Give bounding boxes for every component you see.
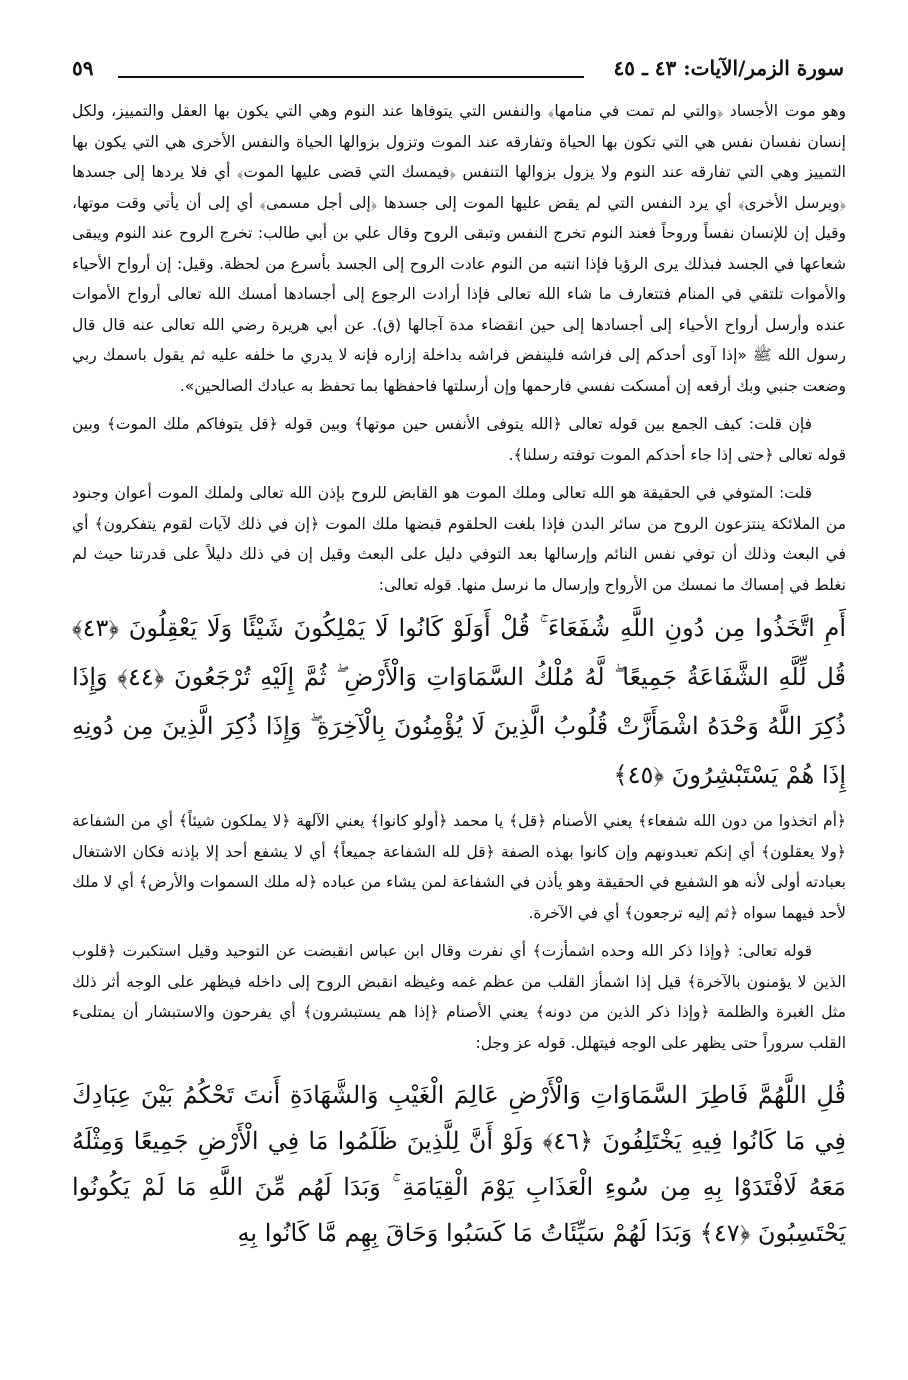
commentary-paragraph: قوله تعالى: ﴿وإذا ذكر الله وحده اشمأزت﴾ أي نفرت وقال ابن عباس انقبضت عن التوحيد وقيل استكبرت ﴿قلوب الذين لا يؤمنون بالآخرة﴾ قيل إذا اشمأز القلب من عظم غمه وغيظه انقبض الروح إلى داخله فيظهر على الوجه أثر ذلك مثل الغبرة والظلمة ﴿وإذا ذكر الذين من دونه﴾ يعني الأصنام ﴿إذا هم يستبشرون﴾ أي يفرحون والاستبشار أن يمتلىء القلب سروراً حتى يظهر على الوجه فيتهلل. قوله عز وجل: (72, 942, 846, 1052)
header-rule (118, 76, 584, 78)
commentary-paragraph: وهو موت الأجساد ﴿والتي لم تمت في منامها﴾ والنفس التي يتوفاها عند النوم وهي التي يكون بها العقل والتمييز، ولكل إنسان نفسان نفس هي التي تكون بها الحياة وتفارقه عند الموت وتزول بزوالها الحياة والنفس الأخرى هي التي يكون بها التمييز وهي التي تفارقه عند النوم ولا يزول بزوالها التنفس ﴿فيمسك التي قضى عليها الموت﴾ أي فلا يردها إلى جسدها ﴿ويرسل الأخرى﴾ أي يرد النفس التي لم يقض عليها الموت إلى جسدها ﴿إلى أجل مسمى﴾ أي إلى أن يأتي وقت موتها، وقيل إن للإنسان نفساً وروحاً فعند النوم تخرج النفس وتبقى الروح وقال علي بن أبي طالب: تخرج الروح عند النوم ويبقى شعاعها في الجسد فبذلك يرى الرؤيا فإذا انتبه من النوم عادت الروح إلى الجسد بأسرع من لحظة. وقيل: إن أرواح الأحياء والأموات تلتقي في المنام فتتعارف ما شاء الله تعالى فإذا أرادت الرجوع إلى أجسادها أمسك الله تعالى أرواح الأموات عنده وأرسل أرواح الأحياء إلى أجسادها إلى حين انقضاء مدة آجالها (ق). عن أبي هريرة رضي الله تعالى عنه قال قال رسول الله ﷺ «إذا آوى أحدكم إلى فراشه فلينفض فراشه بداخلة إزاره فإنه لا يدري ما خلفه عليه ثم يقول باسمك ربي وضعت جنبي وبك أرفعه إن أمسكت نفسي فارحمها وإن أرسلتها فاحفظها بما تحفظ به عبادك الصالحين». (72, 102, 846, 395)
commentary-paragraph: ﴿أم اتخذوا من دون الله شفعاء﴾ يعني الأصنام ﴿قل﴾ يا محمد ﴿أولو كانوا﴾ يعني الآلهة ﴿لا يملكون شيئاً﴾ أي من الشفاعة ﴿ولا يعقلون﴾ أي إنكم تعبدونهم وإن كانوا بهذه الصفة ﴿قل لله الشفاعة جميعاً﴾ أي لا يشفع أحد إلا بإذنه فكان الاشتغال بعبادته أولى لأنه هو الشفيع في الحقيقة وهو يأذن في الشفاعة لمن يشاء من عباده ﴿له ملك السموات والأرض﴾ أي لا ملك لأحد فيهما سواه ﴿ثم إليه ترجعون﴾ أي في الآخرة. (72, 812, 846, 922)
quran-verses-block: قُلِ اللَّهُمَّ فَاطِرَ السَّمَاوَاتِ وَالْأَرْضِ عَالِمَ الْغَيْبِ وَالشَّهَادَةِ أَنتَ تَحْكُمُ بَيْنَ عِبَادِكَ فِي مَا كَانُوا فِيهِ يَخْتَلِفُونَ ﴿٤٦﴾ وَلَوْ أَنَّ لِلَّذِينَ ظَلَمُوا مَا فِي الْأَرْضِ جَمِيعًا وَمِثْلَهُ مَعَهُ لَافْتَدَوْا بِهِ مِن سُوءِ الْعَذَابِ يَوْمَ الْقِيَامَةِ ۚ وَبَدَا لَهُم مِّنَ اللَّهِ مَا لَمْ يَكُونُوا يَحْتَسِبُونَ ﴿٤٧﴾ وَبَدَا لَهُمْ سَيِّئَاتُ مَا كَسَبُوا وَحَاقَ بِهِم مَّا كَانُوا بِهِ (72, 1081, 846, 1247)
quran-verses-block: أَمِ اتَّخَذُوا مِن دُونِ اللَّهِ شُفَعَاءَ ۚ قُلْ أَوَلَوْ كَانُوا لَا يَمْلِكُونَ شَيْئًا وَلَا يَعْقِلُونَ ﴿٤٣﴾ قُل لِّلَّهِ الشَّفَاعَةُ جَمِيعًا ۖ لَّهُ مُلْكُ السَّمَاوَاتِ وَالْأَرْضِ ۖ ثُمَّ إِلَيْهِ تُرْجَعُونَ ﴿٤٤﴾ وَإِذَا ذُكِرَ اللَّهُ وَحْدَهُ اشْمَأَزَّتْ قُلُوبُ الَّذِينَ لَا يُؤْمِنُونَ بِالْآخِرَةِ ۖ وَإِذَا ذُكِرَ الَّذِينَ مِن دُونِهِ إِذَا هُمْ يَسْتَبْشِرُونَ ﴿٤٥﴾ (72, 614, 846, 789)
page-header (72, 52, 844, 92)
running-title: سورة الزمر/الآيات: ٤٣ ـ ٤٥ (613, 56, 844, 80)
page-number: ٥٩ (72, 56, 94, 80)
commentary-paragraph: فإن قلت: كيف الجمع بين قوله تعالى ﴿الله يتوفى الأنفس حين موتها﴾ وبين قوله ﴿قل يتوفاكم ملك الموت﴾ وبين قوله تعالى ﴿حتى إذا جاء أحدكم الموت توفته رسلنا﴾. (72, 415, 846, 464)
commentary-paragraph: قلت: المتوفي في الحقيقة هو الله تعالى وملك الموت هو القابض للروح بإذن الله تعالى ولملك الموت أعوان وجنود من الملائكة ينتزعون الروح من سائر البدن فإذا بلغت الحلقوم قبضها ملك الموت ﴿إن في ذلك لآيات لقوم يتفكرون﴾ أي في البعث وذلك أن توفي نفس النائم وإرسالها بعد التوفي دليل على البعث وقيل إن في ذلك دليلاً على قدرتنا حيث لم نغلط في إمساك ما نمسك من الأرواح وإرسال ما نرسل منها. قوله تعالى: (72, 484, 846, 594)
page-body (72, 96, 846, 1262)
